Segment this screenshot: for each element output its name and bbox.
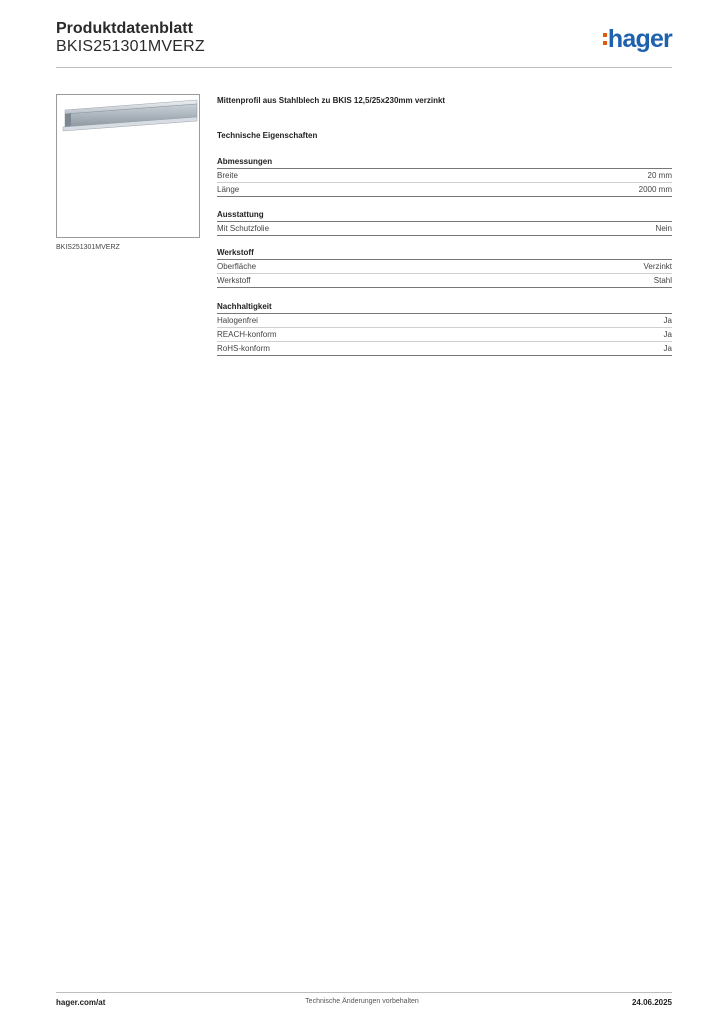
property-row xyxy=(217,222,672,236)
product-code: BKIS251301MVERZ xyxy=(56,38,205,55)
footer-divider xyxy=(56,992,672,993)
property-label: Halogenfrei xyxy=(217,316,258,325)
property-label: Länge xyxy=(217,185,240,194)
property-row xyxy=(217,260,672,274)
property-label: Mit Schutzfolie xyxy=(217,224,270,233)
section-title: Ausstattung xyxy=(217,209,672,222)
image-caption: BKIS251301MVERZ xyxy=(56,244,120,251)
tech-properties-heading: Technische Eigenschaften xyxy=(217,131,318,140)
product-image xyxy=(56,94,200,238)
property-row xyxy=(217,183,672,197)
hager-logo xyxy=(603,26,672,52)
property-row xyxy=(217,274,672,288)
property-label: Werkstoff xyxy=(217,276,251,285)
logo-colon-mark xyxy=(603,33,607,45)
section-abmessungen xyxy=(217,156,672,197)
footer-notice: Technische Änderungen vorbehalten xyxy=(305,998,419,1005)
property-label: REACH-konform xyxy=(217,330,277,339)
property-value: Ja xyxy=(663,344,672,353)
property-value: Ja xyxy=(663,316,672,325)
property-value: Stahl xyxy=(653,276,672,285)
footer-date: 24.06.2025 xyxy=(631,998,672,1007)
logo-wordmark: hager xyxy=(607,25,672,53)
product-description: Mittenprofil aus Stahlblech zu BKIS 12,5/25x230mm verzinkt xyxy=(217,96,446,105)
property-row xyxy=(217,314,672,328)
profile-rail-illustration xyxy=(57,95,199,237)
header-divider xyxy=(56,67,672,68)
section-werkstoff xyxy=(217,247,672,288)
section-title: Abmessungen xyxy=(217,156,672,169)
footer-website-link[interactable]: hager.com/at xyxy=(56,998,106,1007)
page-title: Produktdatenblatt xyxy=(56,20,193,37)
property-row xyxy=(217,342,672,356)
property-row xyxy=(217,169,672,183)
property-value: 20 mm xyxy=(647,171,672,180)
property-label: RoHS-konform xyxy=(217,344,270,353)
section-title: Nachhaltigkeit xyxy=(217,301,672,314)
property-label: Oberfläche xyxy=(217,262,257,271)
property-value: Ja xyxy=(663,330,672,339)
property-value: 2000 mm xyxy=(638,185,672,194)
property-label: Breite xyxy=(217,171,238,180)
property-value: Nein xyxy=(655,224,672,233)
section-ausstattung xyxy=(217,209,672,236)
section-nachhaltigkeit xyxy=(217,301,672,356)
section-title: Werkstoff xyxy=(217,247,672,260)
property-row xyxy=(217,328,672,342)
property-value: Verzinkt xyxy=(643,262,672,271)
